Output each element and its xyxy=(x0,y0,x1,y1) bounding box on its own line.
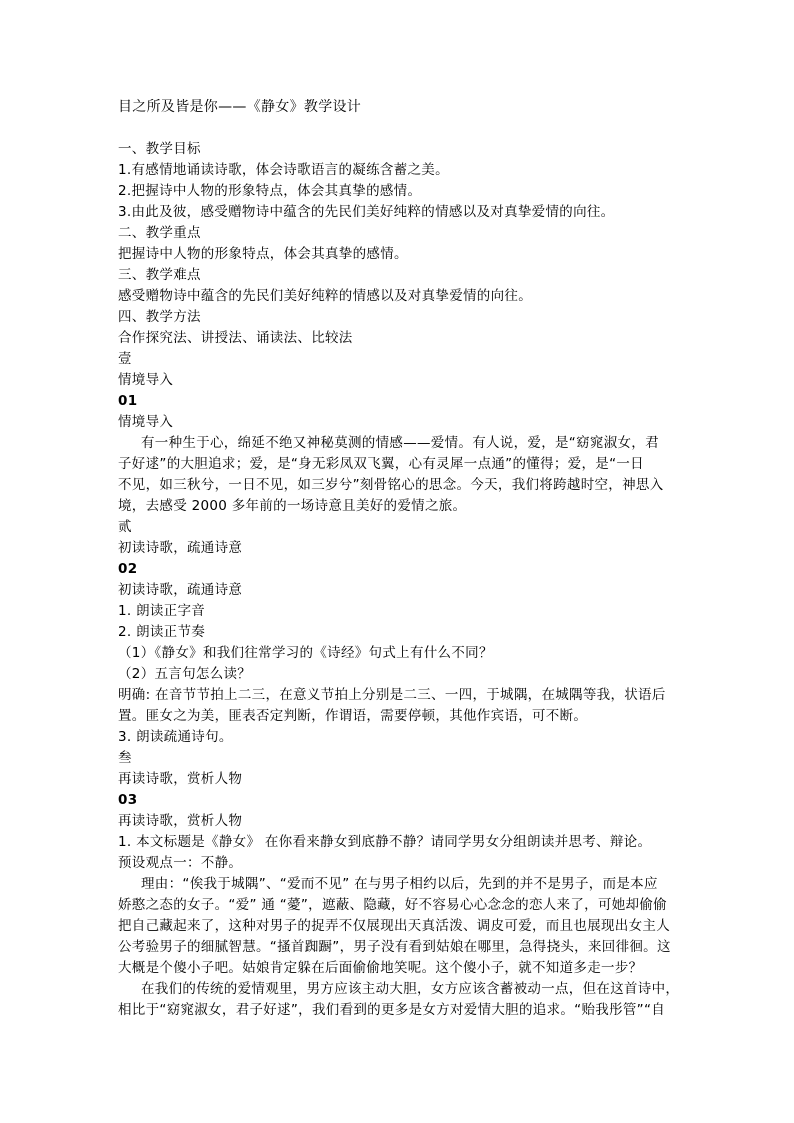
part-heading: 再读诗歌，赏析人物 xyxy=(118,771,243,787)
paragraph-line: 合作探究法、讲授法、诵读法、比较法 xyxy=(118,330,353,346)
part-heading: 再读诗歌，赏析人物 xyxy=(118,813,243,829)
paragraph-line: 理由：“俟我于城隅”、“爱而不见” 在与男子相约以后，先到的并不是男子，而是本应 xyxy=(141,876,658,892)
part-heading: 情境导入 xyxy=(118,414,174,430)
paragraph-line: 境，去感受 2000 多年前的一场诗意且美好的爱情之旅。 xyxy=(118,498,467,514)
objective-item: 1.有感情地诵读诗歌，体会诗歌语言的凝练含蓄之美。 xyxy=(118,162,449,178)
part-marker: 贰 xyxy=(118,519,132,535)
part-number: 02 xyxy=(118,561,138,577)
part-number: 01 xyxy=(118,393,138,409)
part-heading: 初读诗歌，疏通诗意 xyxy=(118,540,243,556)
section-heading: 三、教学难点 xyxy=(118,267,201,283)
part-heading: 情境导入 xyxy=(118,372,174,388)
question-item: （1）《静女》和我们往常学习的《诗经》句式上有什么不同？ xyxy=(118,645,493,661)
paragraph-line: 把自己藏起来了，这种对男子的捉弄不仅展现出天真活泼、调皮可爱，而且也展现出女主人 xyxy=(118,918,670,934)
part-number: 03 xyxy=(118,792,138,808)
paragraph-line: 子好逑”的大胆追求；爱，是“身无彩凤双飞翼，心有灵犀一点通”的懂得；爱，是“一日 xyxy=(118,456,644,472)
document-title: 目之所及皆是你——《静女》教学设计 xyxy=(118,99,362,115)
paragraph-line: 不见，如三秋兮，一日不见，如三岁兮”刻骨铭心的思念。今天，我们将跨越时空，神思入 xyxy=(118,477,664,493)
part-marker: 壹 xyxy=(118,351,132,367)
paragraph-line: 公考验男子的细腻智慧。“搔首踟蹰”，男子没有看到姑娘在哪里，急得挠头，来回徘徊。这 xyxy=(118,939,671,955)
step-item: 2. 朗读正节奏 xyxy=(118,624,206,640)
question-item: （2）五言句怎么读？ xyxy=(118,666,252,682)
section-heading: 二、教学重点 xyxy=(118,225,201,241)
step-item: 1. 朗读正字音 xyxy=(118,603,206,619)
section-heading: 四、教学方法 xyxy=(118,309,201,325)
question-item: 1. 本文标题是《静女》 在你看来静女到底静不静？请同学男女分组朗读并思考、辩论。 xyxy=(118,834,652,850)
paragraph-line: 相比于“窈窕淑女，君子好逑”，我们看到的更多是女方对爱情大胆的追求。“贻我彤管”“自 xyxy=(118,1002,666,1018)
step-item: 3. 朗读疏通诗句。 xyxy=(118,729,233,745)
paragraph-line: 感受赠物诗中蕴含的先民们美好纯粹的情感以及对真挚爱情的向往。 xyxy=(118,288,532,304)
paragraph-line: 置。匪女之为美，匪表否定判断，作谓语，需要停顿，其他作宾语，可不断。 xyxy=(118,708,588,724)
paragraph-line: 明确: 在音节节拍上二三，在意义节拍上分别是二三、一四，于城隅，在城隅等我，状语后 xyxy=(118,687,666,703)
objective-item: 3.由此及彼，感受赠物诗中蕴含的先民们美好纯粹的情感以及对真挚爱情的向往。 xyxy=(118,204,615,220)
paragraph-line: 在我们的传统的爱情观里，男方应该主动大胆，女方应该含蓄被动一点，但在这首诗中， xyxy=(141,981,680,997)
paragraph-line: 有一种生于心，绵延不绝又神秘莫测的情感——爱情。有人说，爱，是“窈窕淑女，君 xyxy=(141,435,659,451)
objective-item: 2.把握诗中人物的形象特点，体会其真挚的感情。 xyxy=(118,183,422,199)
paragraph-line: 娇憨之态的女子。“爱” 通 “薆”，遮蔽、隐藏，好不容易心心念念的恋人来了，可她却偷偷 xyxy=(118,897,667,913)
paragraph-line: 大概是个傻小子吧。姑娘肯定躲在后面偷偷地笑呢。这个傻小子，就不知道多走一步？ xyxy=(118,960,643,976)
section-heading: 一、教学目标 xyxy=(118,141,201,157)
paragraph-line: 把握诗中人物的形象特点，体会其真挚的感情。 xyxy=(118,246,408,262)
part-marker: 叁 xyxy=(118,750,132,766)
paragraph-line: 预设观点一：不静。 xyxy=(118,855,243,871)
part-heading: 初读诗歌，疏通诗意 xyxy=(118,582,243,598)
